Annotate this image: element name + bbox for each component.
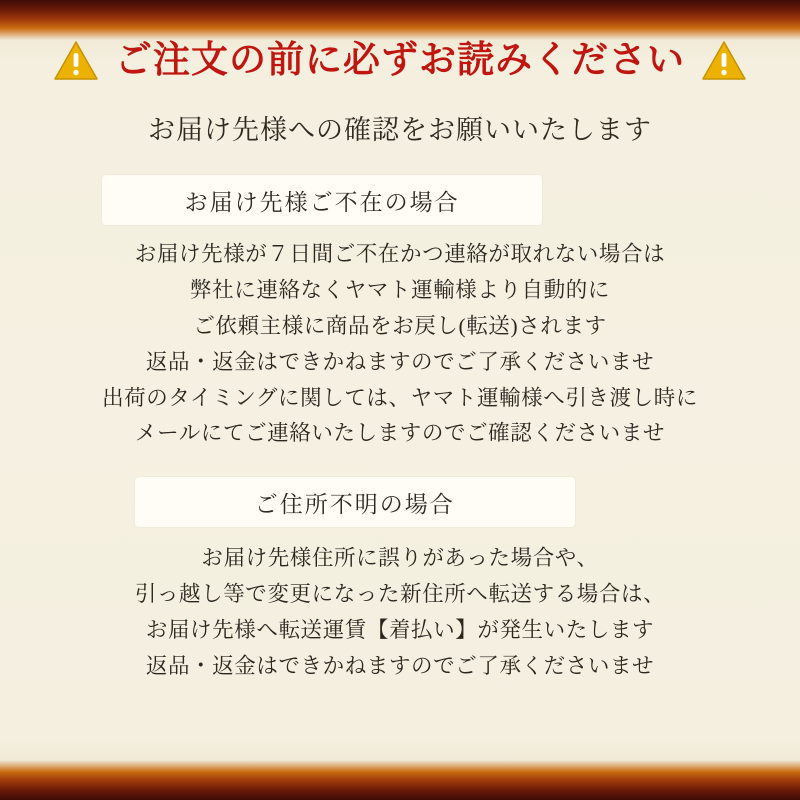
page-title: ご注文の前に必ずお読みください (115, 39, 685, 81)
section-heading: ご住所不明の場合 (135, 477, 575, 527)
section-absence (102, 147, 698, 447)
section-heading: お届け先様ご不在の場合 (102, 175, 542, 225)
body-line: 引っ越し等で変更になった新住所へ転送する場合は、 (134, 582, 666, 607)
body-line: メールにてご連絡いたしますのでご確認くださいませ (135, 421, 665, 446)
warning-triangle-icon (53, 40, 99, 82)
body-line: 弊社に連絡なくヤマト運輸様より自動的に (190, 277, 610, 302)
title-row (53, 40, 747, 82)
section-body (135, 545, 665, 680)
body-line: お届け先様が７日間ご不在かつ連絡が取れない場合は (134, 242, 666, 266)
body-line: お届け先様へ転送運賃【着払い】が発生いたします (145, 618, 655, 642)
body-line: 返品・返金はできかねますのでご了承くださいませ (145, 653, 655, 678)
warning-triangle-icon (701, 40, 747, 82)
body-line: お届け先様住所に誤りがあった場合や、 (201, 546, 599, 571)
section-body (102, 241, 698, 447)
page-subtitle: お届け先様への確認をお願いいたします (148, 115, 652, 145)
section-unknown-address (135, 447, 665, 680)
body-line: ご依頼主様に商品をお戻し(転送)されます (193, 313, 607, 338)
body-line: 返品・返金はできかねますのでご了承くださいませ (145, 349, 655, 374)
body-line: 出荷のタイミングに関しては、ヤマト運輸様へ引き渡し時に (102, 385, 698, 410)
